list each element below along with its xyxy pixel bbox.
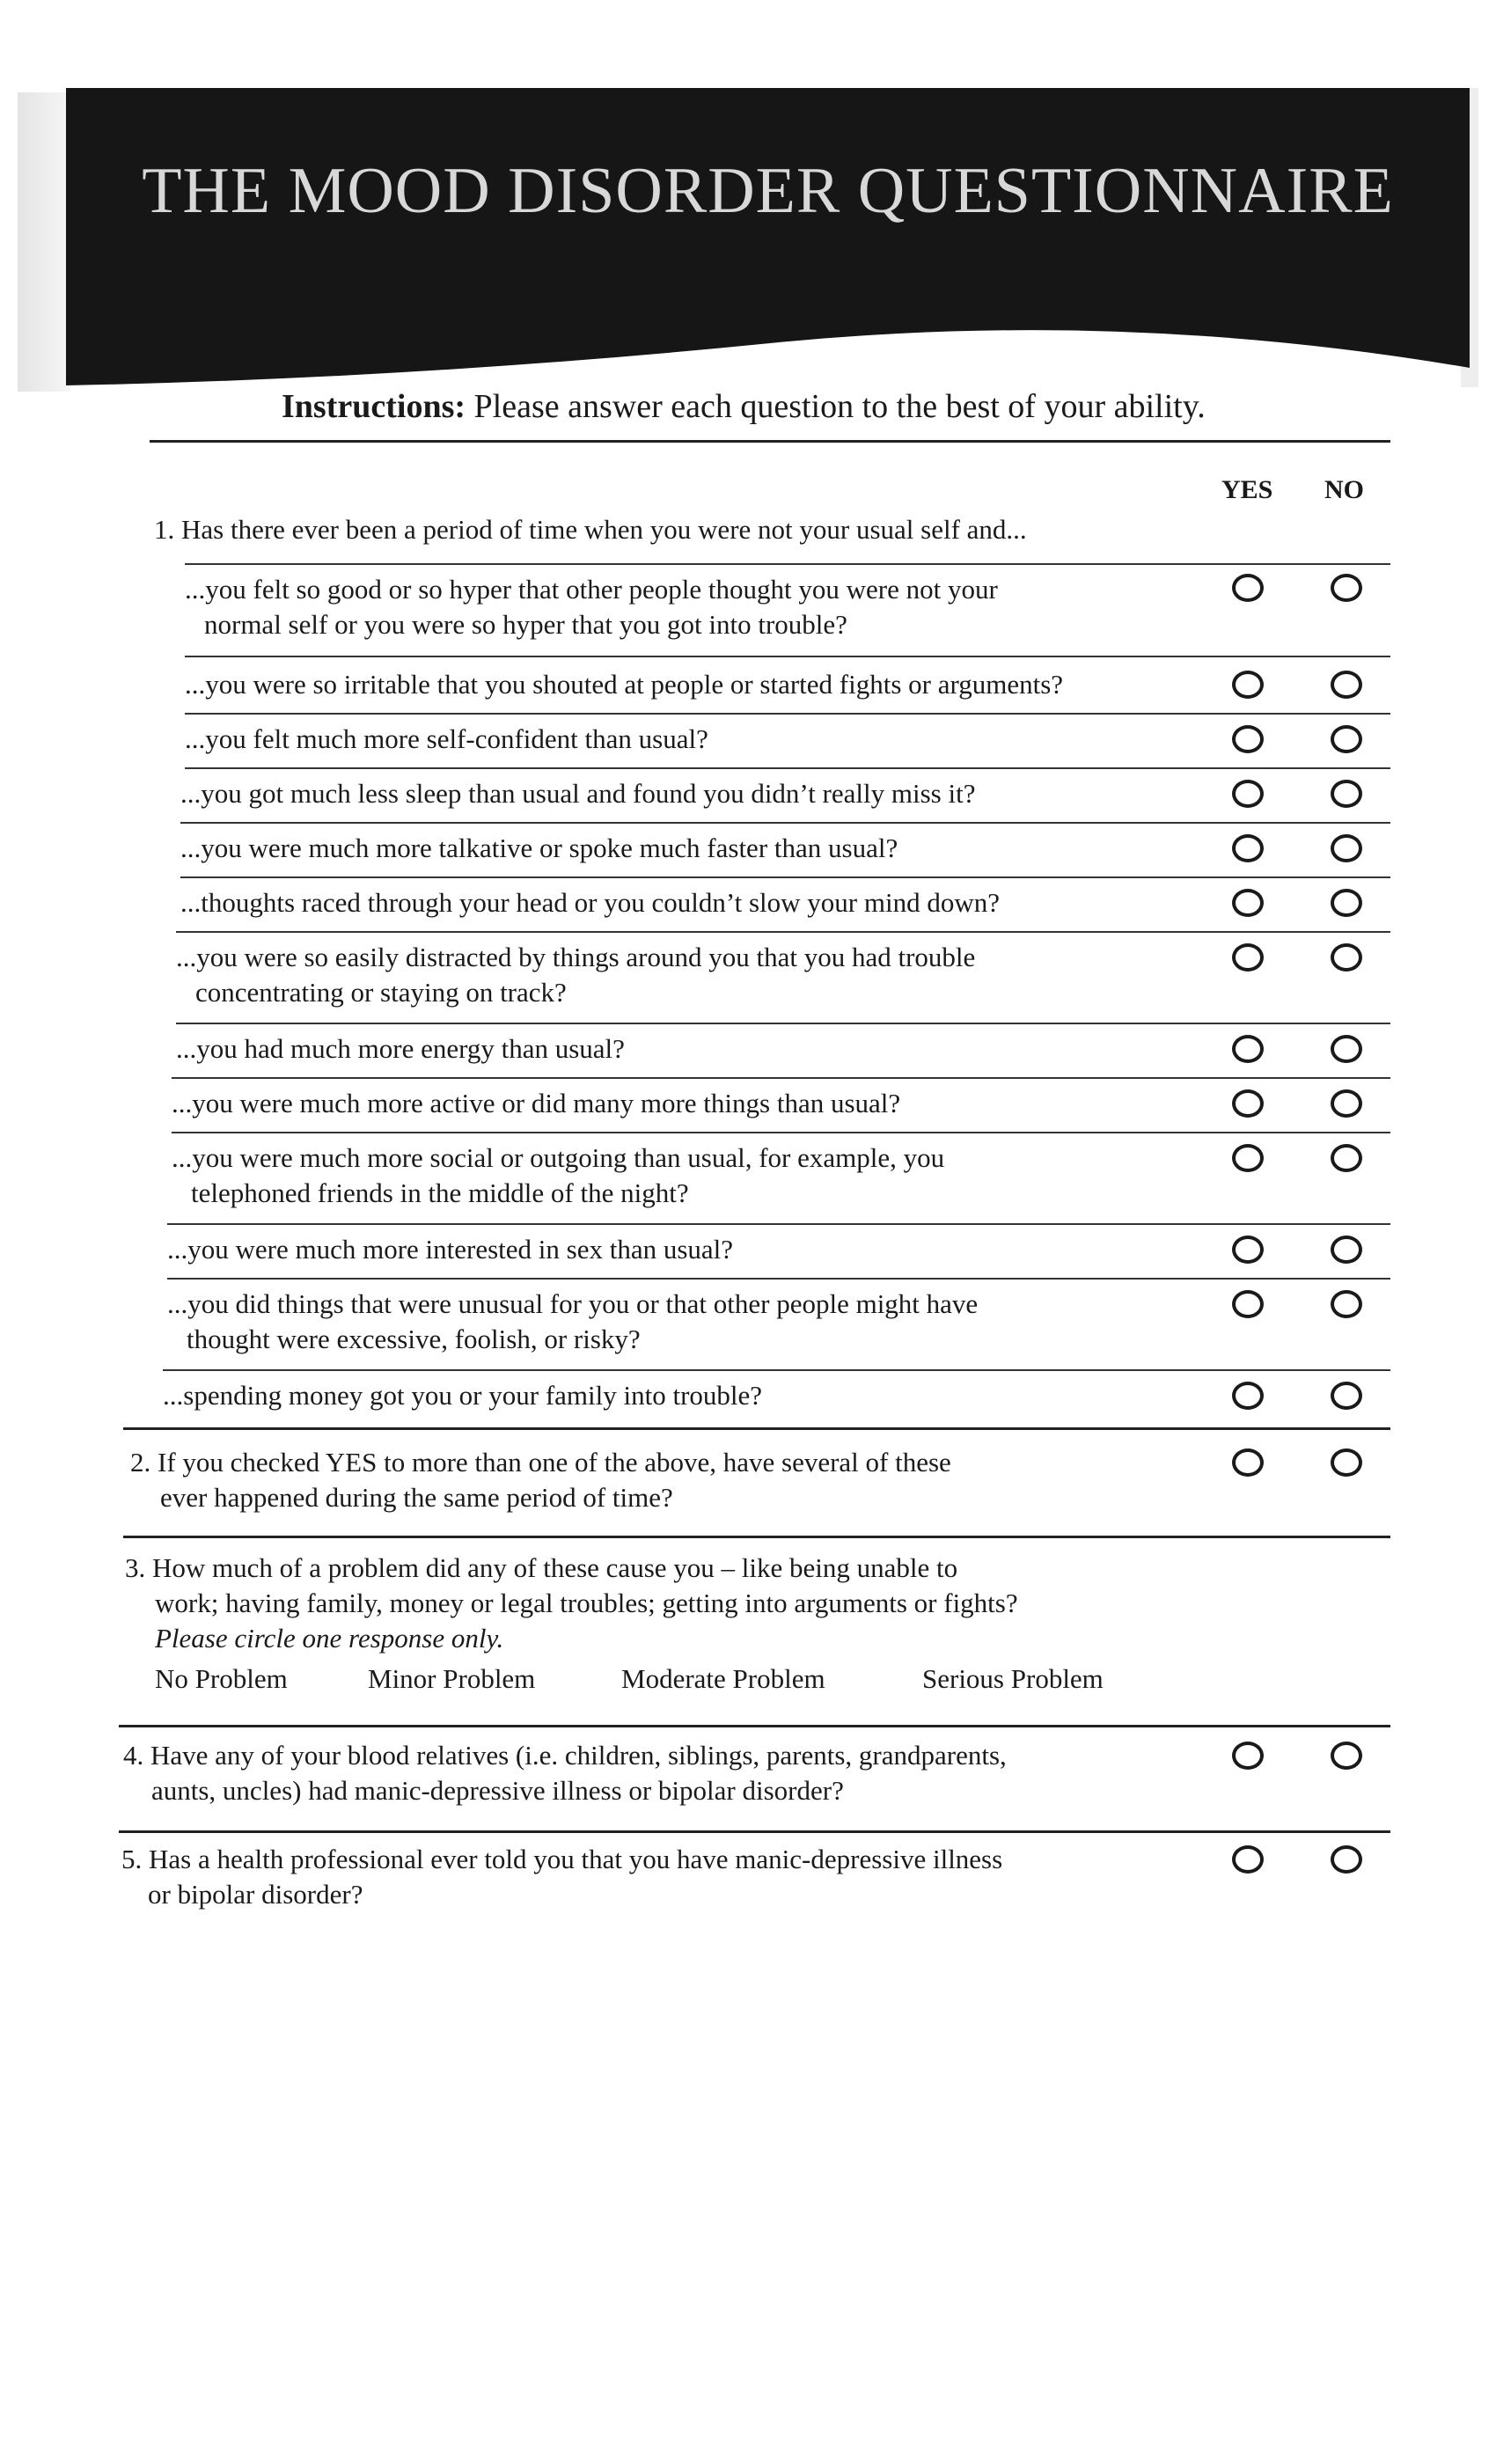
- q5-line2: or bipolar disorder?: [148, 1879, 363, 1910]
- q1-item-12-line2: thought were excessive, foolish, or risky?: [187, 1324, 641, 1354]
- q5-no-radio[interactable]: [1331, 1845, 1362, 1874]
- q2-line1: 2. If you checked YES to more than one of the above, have several of these: [130, 1447, 951, 1478]
- divider: [167, 1223, 1390, 1225]
- q1-item-2-yes-radio[interactable]: [1232, 671, 1264, 699]
- yes-column-header: YES: [1221, 475, 1273, 504]
- scan-shadow-left: [18, 92, 70, 392]
- q1-item-13-line1: ...spending money got you or your family into trouble?: [163, 1380, 763, 1411]
- q1-item-7-no-radio[interactable]: [1331, 943, 1362, 972]
- instructions: [282, 387, 1206, 426]
- q1-item-5-line1: ...you were much more talkative or spoke much faster than usual?: [180, 832, 898, 863]
- q1-item-4-line1: ...you got much less sleep than usual and found you didn’t really miss it?: [180, 778, 976, 809]
- q1-item-11-line1: ...you were much more interested in sex than usual?: [167, 1234, 734, 1265]
- q1-item-9-no-radio[interactable]: [1331, 1089, 1362, 1118]
- divider: [180, 822, 1390, 824]
- divider: [180, 876, 1390, 878]
- q1-prompt: 1. Has there ever been a period of time when you were not your usual self and...: [154, 514, 1027, 545]
- q1-item-3-yes-radio[interactable]: [1232, 725, 1264, 753]
- q1-item-4-no-radio[interactable]: [1331, 780, 1362, 808]
- q1-item-13-yes-radio[interactable]: [1232, 1382, 1264, 1410]
- q1-item-7-line2: concentrating or staying on track?: [195, 977, 567, 1008]
- divider: [167, 1278, 1390, 1280]
- q2-no-radio[interactable]: [1331, 1448, 1362, 1477]
- q1-item-9-line1: ...you were much more active or did many more things than usual?: [172, 1088, 901, 1118]
- divider: [172, 1132, 1390, 1133]
- q1-item-8-no-radio[interactable]: [1331, 1035, 1362, 1063]
- divider: [185, 713, 1390, 715]
- divider: [172, 1077, 1390, 1079]
- q1-item-1-line2: normal self or you were so hyper that you got into trouble?: [204, 609, 847, 640]
- q1-item-7-yes-radio[interactable]: [1232, 943, 1264, 972]
- q1-item-10-line1: ...you were much more social or outgoing than usual, for example, you: [172, 1142, 945, 1173]
- q1-item-8-yes-radio[interactable]: [1232, 1035, 1264, 1063]
- q4-no-radio[interactable]: [1331, 1742, 1362, 1770]
- instructions-rule: [150, 440, 1390, 443]
- page-title: THE MOOD DISORDER QUESTIONNAIRE: [142, 155, 1394, 227]
- q4-line2: aunts, uncles) had manic-depressive illness or bipolar disorder?: [151, 1775, 844, 1806]
- q1-item-11-yes-radio[interactable]: [1232, 1236, 1264, 1264]
- q1-item-1-no-radio[interactable]: [1331, 574, 1362, 602]
- q1-item-5-no-radio[interactable]: [1331, 834, 1362, 862]
- q1-item-12-no-radio[interactable]: [1331, 1290, 1362, 1318]
- divider: [163, 1369, 1390, 1371]
- q2-yes-radio[interactable]: [1232, 1448, 1264, 1477]
- no-column-header: NO: [1324, 475, 1364, 504]
- q3-note: Please circle one response only.: [155, 1623, 504, 1654]
- q3-response-minor-problem[interactable]: Minor Problem: [368, 1663, 536, 1694]
- q1-item-3-no-radio[interactable]: [1331, 725, 1362, 753]
- q1-item-12-line1: ...you did things that were unusual for you or that other people might have: [167, 1288, 979, 1319]
- q1-item-6-no-radio[interactable]: [1331, 889, 1362, 917]
- q1-item-11-no-radio[interactable]: [1331, 1236, 1362, 1264]
- q4-yes-radio[interactable]: [1232, 1742, 1264, 1770]
- q1-item-8-line1: ...you had much more energy than usual?: [176, 1033, 625, 1064]
- section-rule: [119, 1725, 1390, 1727]
- divider: [176, 1023, 1390, 1024]
- q1-item-7-line1: ...you were so easily distracted by things around you that you had trouble: [176, 942, 976, 972]
- q1-item-2-line1: ...you were so irritable that you shouted at people or started fights or arguments?: [185, 669, 1064, 700]
- q1-item-2-no-radio[interactable]: [1331, 671, 1362, 699]
- section-rule: [119, 1830, 1390, 1833]
- q1-item-13-no-radio[interactable]: [1331, 1382, 1362, 1410]
- banner-shape: [66, 88, 1470, 387]
- q3-line1: 3. How much of a problem did any of these cause you – like being unable to: [125, 1552, 958, 1583]
- instructions-label: Instructions:: [282, 388, 466, 425]
- q1-item-4-yes-radio[interactable]: [1232, 780, 1264, 808]
- divider: [185, 656, 1390, 657]
- q1-item-6-line1: ...thoughts raced through your head or you couldn’t slow your mind down?: [180, 887, 1000, 918]
- q3-response-no-problem[interactable]: No Problem: [155, 1663, 288, 1694]
- q4-line1: 4. Have any of your blood relatives (i.e. children, siblings, parents, grandparents,: [123, 1740, 1007, 1771]
- q1-item-6-yes-radio[interactable]: [1232, 889, 1264, 917]
- divider: [176, 931, 1390, 933]
- section-rule: [123, 1427, 1390, 1430]
- q1-item-5-yes-radio[interactable]: [1232, 834, 1264, 862]
- q1-item-1-yes-radio[interactable]: [1232, 574, 1264, 602]
- q1-item-1-line1: ...you felt so good or so hyper that other people thought you were not your: [185, 574, 998, 605]
- section-rule: [123, 1536, 1390, 1538]
- q1-item-10-yes-radio[interactable]: [1232, 1144, 1264, 1172]
- q1-item-9-yes-radio[interactable]: [1232, 1089, 1264, 1118]
- q1-item-3-line1: ...you felt much more self-confident than usual?: [185, 723, 708, 754]
- instructions-text: Please answer each question to the best of your ability.: [466, 388, 1206, 425]
- q3-response-moderate-problem[interactable]: Moderate Problem: [621, 1663, 825, 1694]
- q5-yes-radio[interactable]: [1232, 1845, 1264, 1874]
- q2-line2: ever happened during the same period of time?: [160, 1482, 673, 1513]
- divider: [185, 767, 1390, 769]
- q1-item-10-line2: telephoned friends in the middle of the night?: [191, 1177, 689, 1208]
- q3-line2: work; having family, money or legal troubles; getting into arguments or fights?: [155, 1588, 1018, 1618]
- q1-item-12-yes-radio[interactable]: [1232, 1290, 1264, 1318]
- title-banner: [66, 88, 1470, 387]
- divider: [185, 563, 1390, 565]
- q1-item-10-no-radio[interactable]: [1331, 1144, 1362, 1172]
- q3-response-serious-problem[interactable]: Serious Problem: [922, 1663, 1104, 1694]
- q5-line1: 5. Has a health professional ever told you that you have manic-depressive illness: [121, 1844, 1003, 1874]
